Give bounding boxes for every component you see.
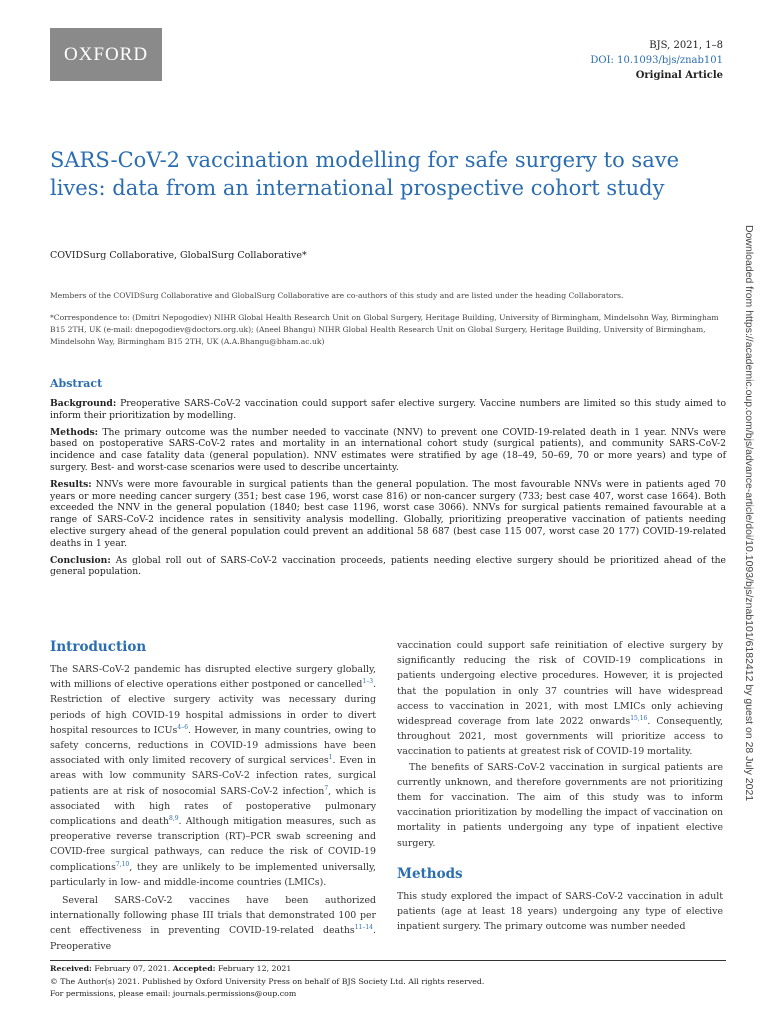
text-run: Several SARS-CoV-2 vaccines have been authorized internationally following phase III trials that demonstrated 100 per cent effectiveness in preventing COVID-19-related deaths xyxy=(50,895,376,937)
abstract-conclusion xyxy=(50,555,726,579)
abstract-text: As global roll out of SARS-CoV-2 vaccination proceeds, patients needing elective surgery should be prioritized ahead of the general population. xyxy=(50,554,726,578)
text-run: . Preoperative xyxy=(50,925,376,952)
intro-paragraph-4: The benefits of SARS-CoV-2 vaccination in surgical patients are currently unknown, and therefore governments are not prioritizing them for vaccination. The aim of this study was to inform vaccination prioritization by modelling the impact of vaccination on mortality in patients undergoing any type of inpatient elective surgery. xyxy=(397,761,723,849)
citation-ref[interactable]: 11–14 xyxy=(354,924,374,932)
text-run: vaccination could support safe reinitiation of elective surgery by significantly reducing the risk of COVID-19 complications in patients undergoing elective procedures. However, it is projected that the population in only 37 countries will have widespread access to vaccination in 2021, with most LMICs only achieving widespread coverage from late 2022 onwards xyxy=(397,640,723,728)
article-meta xyxy=(590,38,723,83)
citation-ref[interactable]: 1–3 xyxy=(362,678,374,686)
received-label: Received: xyxy=(50,964,92,973)
journal-citation: BJS, 2021, 1–8 xyxy=(649,40,723,51)
received-date: February 07, 2021. xyxy=(91,964,173,973)
citation-ref[interactable]: 8,9 xyxy=(168,814,179,822)
dates-line xyxy=(50,963,726,976)
abstract-label: Methods: xyxy=(50,426,99,438)
column-left xyxy=(50,638,376,954)
introduction-heading: Introduction xyxy=(50,639,147,655)
abstract-heading: Abstract xyxy=(50,377,103,390)
abstract-text: NNVs were more favourable in surgical patients than the general population. The most favourable NNVs were in patients aged 70 years or more needing cancer surgery (351; best case 196, worst case 816) or non-cancer surgery (733; best case 407, worst case 1664). Both exceeded the NNV in the general population (1840; best case 1196, worst case 3066). NNVs for surgical patients remained favourable at a range of SARS-CoV-2 incidence rates in sensitivity analysis modelling. Globally, prioritizing preoperative vaccination of patients needing elective surgery ahead of the general population could prevent an additional 58 687 (best case 115 007, worst case 20 177) COVID-19-related deaths in 1 year. xyxy=(50,478,726,549)
abstract-methods xyxy=(50,427,726,474)
text-run: The SARS-CoV-2 pandemic has disrupted elective surgery globally, with millions of elective operations either postponed or cancelled xyxy=(50,664,376,691)
intro-paragraph-1 xyxy=(50,662,376,890)
accepted-date: February 12, 2021 xyxy=(215,964,292,973)
column-right xyxy=(397,638,723,934)
text-run: . Although mitigation measures, such as preoperative reverse transcription (RT)–PCR swab screening and COVID-free surgical pathways, can reduce the risk of COVID-19 complications xyxy=(50,816,376,873)
correspondence-note: *Correspondence to: (Dmitri Nepogodiev) NIHR Global Health Research Unit on Global Surgery, Heritage Building, University of Birmingham, Mindelsohn Way, Birmingham B15 2TH, UK (e-mail: dnepogodiev@doctors.org.uk); (Aneel Bhangu) NIHR Global Health Research Unit on Global Surgery, Heritage Building, University of Birmingham, Mindelsohn Way, Birmingham B15 2TH, UK (A.A.Bhangu@bham.ac.uk) xyxy=(50,313,719,346)
oxford-logo: OXFORD xyxy=(50,28,162,81)
members-note: Members of the COVIDSurg Collaborative and GlobalSurg Collaborative are co-authors of this study and are listed under the heading Collaborators. xyxy=(50,291,624,300)
intro-paragraph-3 xyxy=(397,638,723,760)
abstract-body xyxy=(50,398,726,583)
text-run: . However, in many countries, owing to safety concerns, reductions in COVID-19 admissions have been associated with only limited recovery of surgical services xyxy=(50,724,376,767)
citation-ref[interactable]: 7,10 xyxy=(115,860,130,868)
citation-ref[interactable]: 1 xyxy=(328,754,333,762)
abstract-label: Results: xyxy=(50,478,92,490)
text-run: , which is associated with high rates of postoperative pulmonary complications and death xyxy=(50,785,376,828)
abstract-results xyxy=(50,479,726,550)
citation-ref[interactable]: 7 xyxy=(324,784,329,792)
permissions-line: For permissions, please email: journals.permissions@oup.com xyxy=(50,989,297,998)
abstract-label: Background: xyxy=(50,398,117,409)
text-run: . Restriction of elective surgery activity was necessary during periods of high COVID-19 hospital admissions in order to divert hospital resources to ICUs xyxy=(50,679,376,736)
doi-link[interactable]: DOI: 10.1093/bjs/znab101 xyxy=(590,55,723,66)
text-run: , they are unlikely to be implemented universally, particularly in low- and middle-income countries (LMICs). xyxy=(50,861,376,888)
abstract-text: The primary outcome was the number needed to vaccinate (NNV) to prevent one COVID-19-related death in 1 year. NNVs were based on postoperative SARS-CoV-2 rates and mortality in an international cohort study (surgical patients), and community SARS-CoV-2 incidence and case fatality data (general population). NNV estimates were stratified by age (18–49, 50–69, 70 or more years) and type of surgery. Best- and worst-case scenarios were used to describe uncertainty. xyxy=(50,426,726,473)
download-note: Downloaded from https://academic.oup.com/bjs/advance-article/doi/10.1093/bjs/znab101/6182412 by guest on 28 July 2021 xyxy=(743,225,755,802)
article-title: SARS-CoV-2 vaccination modelling for safe surgery to save lives: data from an international prospective cohort study xyxy=(50,148,680,200)
citation-ref[interactable]: 4–6 xyxy=(177,723,189,731)
abstract-label: Conclusion: xyxy=(50,554,111,566)
copyright-line: © The Author(s) 2021. Published by Oxford University Press on behalf of BJS Society Ltd. All rights reserved. xyxy=(50,976,485,986)
accepted-label: Accepted: xyxy=(172,964,216,973)
article-footer xyxy=(50,963,726,1001)
author-list: COVIDSurg Collaborative, GlobalSurg Collaborative* xyxy=(50,250,307,261)
text-run: . Consequently, throughout 2021, most governments will prioritize access to vaccination to patients at greatest risk of COVID-19 mortality. xyxy=(397,716,723,758)
methods-paragraph: This study explored the impact of SARS-CoV-2 vaccination in adult patients (age at least 18 years) undergoing any type of elective inpatient surgery. The primary outcome was number needed xyxy=(397,890,723,933)
footer-divider xyxy=(50,960,726,961)
abstract-text: Preoperative SARS-CoV-2 vaccination could support safer elective surgery. Vaccine numbers are limited so this study aimed to inform their prioritization by modelling. xyxy=(50,398,726,421)
intro-paragraph-2 xyxy=(50,893,376,954)
abstract-background xyxy=(50,398,726,422)
article-type: Original Article xyxy=(635,70,723,81)
methods-heading: Methods xyxy=(397,865,463,882)
text-run: . Even in areas with low community SARS-CoV-2 infection rates, surgical patients are at risk of nosocomial SARS-CoV-2 infection xyxy=(50,755,376,797)
citation-ref[interactable]: 15,16 xyxy=(630,714,648,722)
